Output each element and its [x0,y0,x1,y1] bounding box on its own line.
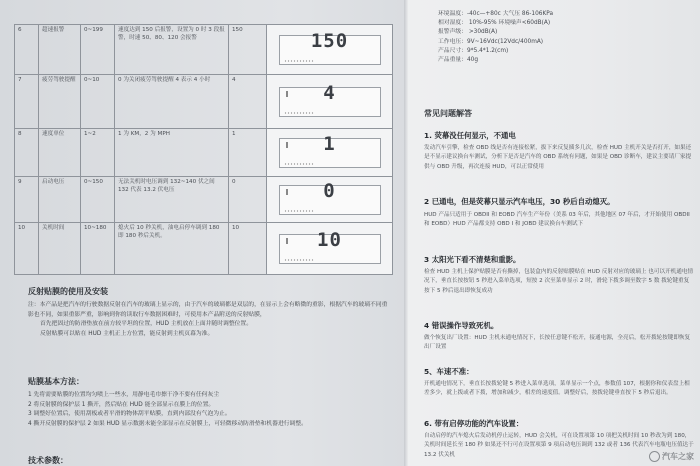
paragraph: 注：本产品是把汽车的行驶数据反射在汽车的玻璃上显示的，由于汽车的玻璃都是双层的，在显示上会有略微的重影，根据汽车的玻璃不同重影也不同，如果重影严重，影响到你的读取行车数据困难时，可使用本产品附送的反射贴膜， [28,302,388,318]
setting-range: 0~150 [81,177,115,223]
spec-line: 工作电压：9V~16Vdc(12Vdc/400mA) [438,38,544,45]
film-section [28,286,388,339]
setting-default: 0 [229,177,267,223]
faq-answer: 开机通电情况下，垂直长按拨轮键 5 秒进入菜单选项，菜单显示一个点，参数值 107，根据你和仪表盘上相差多少，就上拨或者下拨，增加和减少，相差的速度值。调整好后，按拨轮键垂直按下 5 秒后退出。 [424,381,690,397]
lcd-display [279,228,381,264]
setting-default: 4 [229,75,267,129]
lcd-display [279,29,381,65]
watermark [649,451,694,462]
list-item: 2 将反射膜的保护层 1 撕开，然后贴在 HUD 能全部显示在膜上的位置。 [28,401,215,408]
table-row [15,223,393,275]
lcd-illustration [267,75,393,129]
row-number: 8 [15,129,39,177]
lcd-display [279,179,381,215]
paragraph: 反射贴膜可以贴在 HUD 主机正上方位置，能反射到主机页幕为准。 [40,330,214,337]
spec-list [438,10,688,65]
lcd-illustration [267,129,393,177]
lcd-value: 4 [323,81,336,104]
lcd-value: 150 [310,29,349,52]
lcd-value: 0 [323,179,336,202]
setting-default: 10 [229,223,267,275]
watermark-logo-icon [649,451,660,462]
lcd-display [279,81,381,117]
faq-answer: 发动汽车引擎，检查 OBD 线是否有连接松紧，拔下来反复插多几次，检查 HUD 主机开关是否打开，如果还是不显示建议换台车测试，分析下是否是汽车的 OBD 系统有问题，如果是 OBD 诊断车，建议主要请厂家提供与 OBD 升级，再次连接 HUD，可以正常使用 [424,145,692,170]
row-number: 6 [15,25,39,75]
faq-answer: 做个恢复出厂设置：HUD 主机未通电情况下，长按任意键不松开，接通电源，全亮后，松开拨轮按键即恢复出厂设置 [424,335,691,351]
faq-answer: 自动启停的汽车熄火后发动机停止运转，HUD 会关机，可在设置项第 10 项把关机时间 10 秒改为到 180，关机时间延长至 180 秒 如果还不行可在设置项第 9 项启动电压调到 132 或者 136 代表汽车电瓶电压值达于 13.2 伏关机 [424,433,694,458]
spec-line: 环境温度：-40c—+80c 大气压 86-106KPa [438,11,554,17]
setting-default: 1 [229,129,267,177]
setting-default: 150 [229,25,267,75]
faq-question: 4 错误操作导致死机。 [424,321,499,330]
section-heading: 技术参数： [28,456,68,465]
settings-table [14,24,393,275]
faq-question: 2 已通电，但是荧幕只显示汽车电压，30 秒后自动熄灭。 [424,197,615,206]
faq-question: 5、车速不准： [424,367,474,376]
faq-answer: HUD 产品只适用于 OBDII 和 EOBD 汽车生产年份（美系 03 年后，其他地区 07 年后，才开始使用 OBDII 和 EOBD）HUD 产品都支持 OBD I 和 JOBD 建议换台车测试下 [424,212,690,228]
lcd-indicator-dots [284,163,314,165]
row-number: 7 [15,75,39,129]
faq-question: 3 太阳光下看不清楚和重影。 [424,255,521,264]
table-row [15,75,393,129]
spec-line: 产品重量：40g [438,57,479,64]
watermark-text: 汽车之家 [662,452,694,461]
list-item: 1 先将需要贴膜的位置均匀喷上一些水，用静电毛巾擦干净不要有任何灰尘 [28,392,220,398]
lcd-illustration [267,223,393,275]
lcd-indicator-dots [284,259,314,261]
lcd-value: 10 [317,228,342,251]
row-number: 9 [15,177,39,223]
row-number: 10 [15,223,39,275]
lcd-value: 1 [323,132,336,155]
lcd-indicator-dots [284,60,314,62]
setting-range: 10~180 [81,223,115,275]
setting-description: 1 为 KM，2 为 MPH [115,129,229,177]
setting-name: 启动电压 [39,177,81,223]
section-heading: 反射贴膜的使用及安装 [28,287,108,296]
install-section [28,376,388,429]
table-row [15,129,393,177]
lcd-display [279,132,381,168]
table-row [15,25,393,75]
lcd-indicator-dots [284,210,314,212]
spec-line: 报警声级： >30dB(A) [438,29,498,36]
setting-description: 速度达到 150 后报警，设置为 0 时 3 段报警，时速 50、80、120 会报警 [115,25,229,75]
faq-answer: 检查 HUD 主机上保护贴膜是否有撕掉，包装盒内的反射贴膜贴在 HUD 反射对应的玻璃上 也可以开机通电情况下，垂直长按按钮 5 秒进入菜单选项，短按 2 次至菜单显示 2 时，滑轮下拨多调至数字 5 数 拨轮键重复按下 5 秒后退出即恢复成功 [424,269,694,294]
setting-range: 1~2 [81,129,115,177]
faq-question: 1. 荧幕没任何显示，不通电 [424,131,516,140]
spec-line: 产品尺寸：9*5.4*1.2(cm) [438,47,509,54]
setting-name: 疲劳驾驶提醒 [39,75,81,129]
setting-description: 无法关机时电压调到 132~140 伏之间 132 代表 13.2 伏电压 [115,177,229,223]
setting-range: 0~10 [81,75,115,129]
section-heading: 贴膜基本方法： [28,377,84,386]
lcd-indicator-dots [284,112,314,114]
lcd-illustration [267,25,393,75]
paragraph: 首先把固过的防滑垫放在前方较平坦的位置，HUD 主机放在上面并随时调整位置。 [40,321,253,328]
list-item: 4 撕开反射膜的保护层 2 如果 HUD 显示数据未能全部显示在反射膜上，可轻微移动防滑垫和机器进行调整。 [28,420,307,427]
spec-line: 相对湿度： 10%-95% 环境噪声<60dB(A) [438,20,551,27]
setting-range: 0~199 [81,25,115,75]
setting-description: 0 为关闭疲劳驾驶提醒 4 表示 4 小时 [115,75,229,129]
faq-question: 6. 带有启停功能的汽车设置： [424,419,524,428]
setting-description: 熄火后 10 秒关机，油电启停车调到 180 即 180 秒后关机。 [115,223,229,275]
table-row [15,177,393,223]
setting-name: 超速报警 [39,25,81,75]
setting-name: 关机时间 [39,223,81,275]
lcd-illustration [267,177,393,223]
faq-title: 常见问题解答 [424,109,472,118]
list-item: 3 调整好位置后，使用刮板或者平滑的物体刮平贴膜，直到内部没有气泡为止。 [28,411,231,418]
setting-name: 速度单位 [39,129,81,177]
tech-section [28,455,388,466]
